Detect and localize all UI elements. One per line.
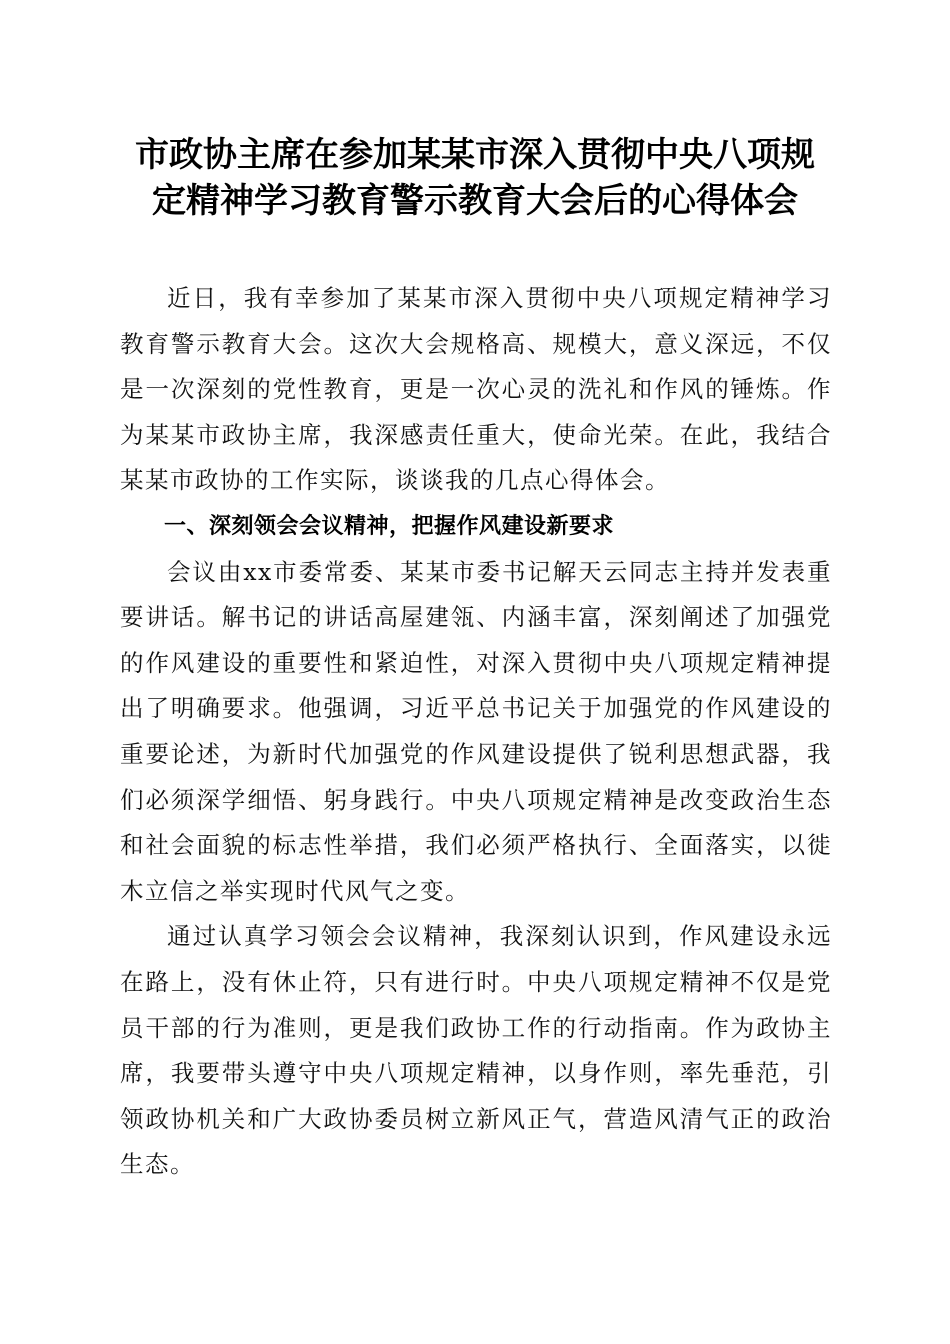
document-body [120,276,832,1188]
title-line-1: 市政协主席在参加某某市深入贯彻中央八项规 [135,135,815,175]
document-title [100,132,850,224]
intro-paragraph: 近日，我有幸参加了某某市深入贯彻中央八项规定精神学习教育警示教育大会。这次大会规格高、规模大，意义深远，不仅是一次深刻的党性教育，更是一次心灵的洗礼和作风的锤炼。作为某某市政协主席，我深感责任重大，使命光荣。在此，我结合某某市政协的工作实际，谈谈我的几点心得体会。 [120,284,832,495]
title-line-2: 定精神学习教育警示教育大会后的心得体会 [152,181,798,221]
body-paragraph: 会议由xx市委常委、某某市委书记解天云同志主持并发表重要讲话。解书记的讲话高屋建瓴、内涵丰富，深刻阐述了加强党的作风建设的重要性和紧迫性，对深入贯彻中央八项规定精神提出了明确要求。他强调，习近平总书记关于加强党的作风建设的重要论述，为新时代加强党的作风建设提供了锐利思想武器，我们必须深学细悟、躬身践行。中央八项规定精神是改变政治生态和社会面貌的标志性举措，我们必须严格执行、全面落实，以徙木立信之举实现时代风气之变。 [120,557,832,905]
section-heading: 一、深刻领会会议精神，把握作风建设新要求 [164,513,615,539]
body-paragraph: 通过认真学习领会会议精神，我深刻认识到，作风建设永远在路上，没有休止符，只有进行时。中央八项规定精神不仅是党员干部的行为准则，更是我们政协工作的行动指南。作为政协主席，我要带头遵守中央八项规定精神，以身作则，率先垂范，引领政协机关和广大政协委员树立新风正气，营造风清气正的政治生态。 [120,922,832,1179]
